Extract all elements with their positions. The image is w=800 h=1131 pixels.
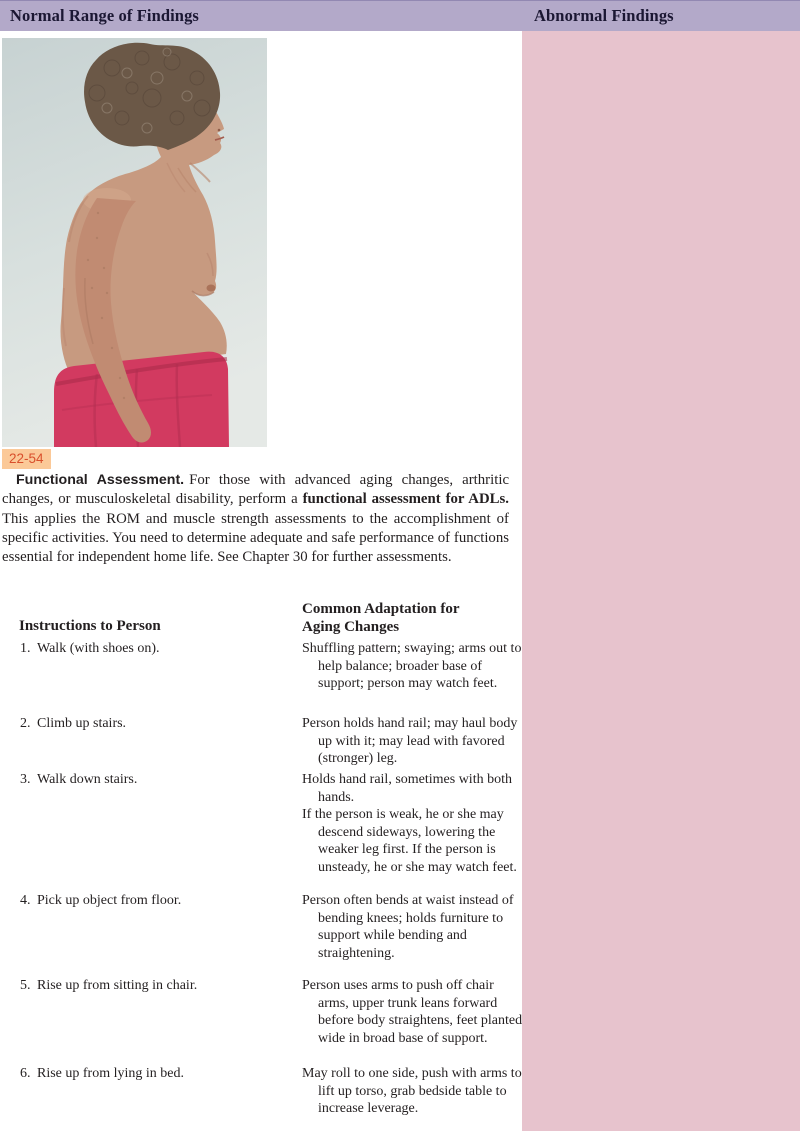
instruction-cell: [20, 1065, 282, 1083]
abnormal-findings-column-header: Abnormal Findings: [534, 6, 674, 25]
adaptation-text: May roll to one side, push with arms to lift up torso, grab bedside table to increase leverage.: [302, 1066, 522, 1116]
paragraph-text-1: For those with advanced aging changes, arthritic changes, or musculoskeletal disability, perform a: [2, 472, 510, 508]
adaptation-text: Person holds hand rail; may haul body up with it; may lead with favored (stronger) leg.: [302, 716, 518, 766]
row-number: 2.: [20, 716, 31, 731]
adaptation-text: Person uses arms to push off chair arms, upper trunk leans forward before body straightens, feet planted wide in broad base of support.: [302, 978, 523, 1046]
row-number: 1.: [20, 641, 31, 656]
adaptation-cell: [302, 977, 528, 1047]
table-header-adaptation-line1: Common Adaptation for: [302, 601, 460, 617]
instruction-text: Walk down stairs.: [37, 772, 138, 787]
column-headers-bar: [0, 0, 800, 31]
adaptation-cell: [302, 1065, 528, 1118]
row-number: 4.: [20, 893, 31, 908]
instruction-text: Pick up object from floor.: [37, 893, 182, 908]
normal-findings-column-header: Normal Range of Findings: [10, 6, 199, 25]
figure-number-badge: 22-54: [2, 449, 51, 469]
table-header-instructions: Instructions to Person: [19, 618, 161, 634]
elderly-woman-profile-illustration: [2, 38, 267, 447]
instruction-text: Rise up from lying in bed.: [37, 1066, 184, 1081]
instruction-cell: [20, 892, 282, 910]
instruction-text: Walk (with shoes on).: [37, 641, 160, 656]
paragraph-text-2: This applies the ROM and muscle strength assessments to the accomplishment of specific activities. You need to determine adequate and safe performance of functions essential for independent home life. See Chapter 30 for further assessments.: [2, 510, 509, 566]
instruction-text: Climb up stairs.: [37, 716, 127, 731]
adaptation-text: Person often bends at waist instead of bending knees; holds furniture to support while bending and straightening.: [302, 893, 514, 961]
row-number: 6.: [20, 1066, 31, 1081]
instruction-text: Rise up from sitting in chair.: [37, 978, 198, 993]
row-number: 5.: [20, 978, 31, 993]
adaptation-cell: [302, 715, 528, 768]
adaptation-cell: [302, 892, 528, 962]
adaptation-cell: [302, 640, 528, 693]
table-header-adaptation-line2: Aging Changes: [302, 618, 400, 635]
instruction-cell: [20, 977, 282, 995]
adaptation-text: Holds hand rail, sometimes with both hands.: [302, 772, 512, 805]
functional-assessment-paragraph: [2, 471, 509, 567]
instruction-cell: [20, 715, 282, 733]
abnormal-findings-column: [522, 31, 800, 1131]
row-number: 3.: [20, 772, 31, 787]
adaptation-text: If the person is weak, he or she may descend sideways, lowering the weaker leg first. If the person is unsteady, he or she may watch feet.: [302, 807, 517, 875]
table-header-adaptation: [302, 601, 460, 636]
figure-photo: [2, 38, 267, 447]
instruction-cell: [20, 771, 282, 789]
paragraph-lead-heading: Functional Assessment.: [16, 472, 185, 488]
instruction-cell: [20, 640, 282, 658]
adaptation-cell: [302, 771, 528, 876]
adaptation-text: Shuffling pattern; swaying; arms out to help balance; broader base of support; person may watch feet.: [302, 641, 522, 691]
paragraph-bold-phrase: functional assessment for ADLs.: [302, 491, 509, 508]
